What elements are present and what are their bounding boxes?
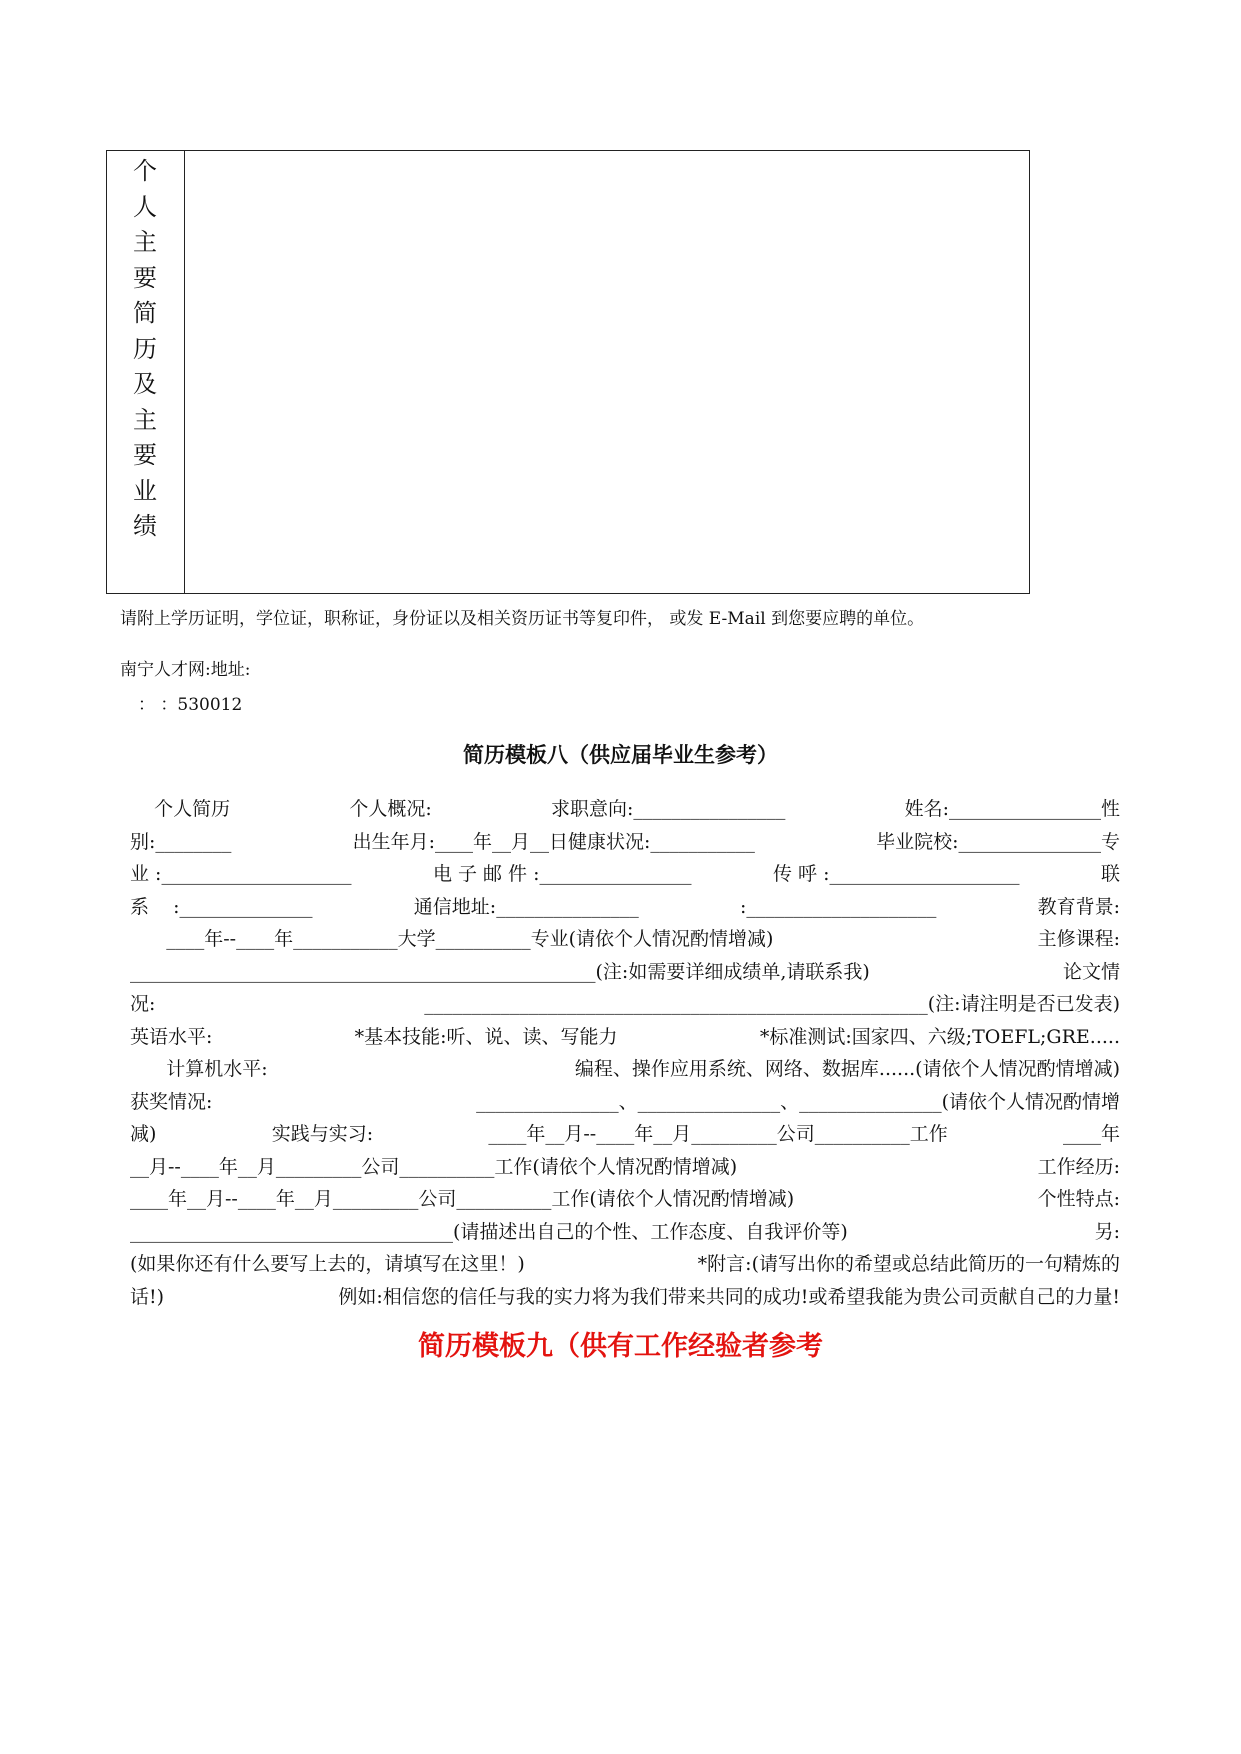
form-line bbox=[130, 988, 1120, 1021]
form-field-text: ____年 bbox=[1062, 1123, 1120, 1145]
form-line bbox=[130, 956, 1120, 989]
label-char: 个 bbox=[133, 157, 157, 185]
form-line bbox=[130, 1021, 1120, 1054]
form-field-text: __月--____年__月_________公司__________工作(请依个人情况酌情增减) bbox=[130, 1155, 738, 1178]
form-field-text: 实践与实习: bbox=[271, 1123, 374, 1145]
form-field-text: ____年--____年___________大学__________专业(请依个人情况酌情增减) bbox=[130, 928, 774, 950]
form-line bbox=[130, 891, 1120, 924]
form-field-text: 联 bbox=[1100, 863, 1120, 885]
template8-body bbox=[130, 793, 1120, 1313]
form-field-text: _________________________________________________(注:如需要详细成绩单,请联系我) bbox=[130, 960, 870, 983]
form-field-text: (如果你还有什么要写上去的，请填写在这里！) bbox=[130, 1253, 525, 1275]
form-field-text: 毕业院校:_______________专 bbox=[876, 830, 1120, 853]
form-field-text: :____________________ bbox=[739, 895, 937, 918]
resume-achievements-table bbox=[106, 150, 1030, 594]
form-field-text: ____年__月--____年__月_________公司__________工作 bbox=[488, 1123, 948, 1145]
vertical-label-cell bbox=[107, 151, 185, 593]
form-field-text: _______________、_______________、_______________(请依个人情况酌情增 bbox=[476, 1090, 1120, 1113]
form-field-text: *标准测试:国家四、六级;TOEFL;GRE..... bbox=[759, 1025, 1120, 1048]
form-field-text: *基本技能:听、说、读、写能力 bbox=[354, 1025, 618, 1048]
form-field-text: 论文情 bbox=[1062, 960, 1120, 983]
form-field-text: 出生年月:____年__月__日健康状况:___________ bbox=[352, 830, 755, 853]
form-field-text: *附言:(请写出你的希望或总结此简历的一句精炼的 bbox=[697, 1253, 1120, 1275]
form-line bbox=[130, 793, 1120, 826]
form-field-text: 传 呼 :____________________ bbox=[772, 863, 1020, 885]
template9-title: 简历模板九（供有工作经验者参考 bbox=[418, 1331, 823, 1362]
form-field-text: _____________________________________________________(注:请注明是否已发表) bbox=[424, 993, 1120, 1015]
form-field-text: 姓名:________________性 bbox=[904, 798, 1120, 820]
label-char: 绩 bbox=[133, 512, 157, 540]
label-char: 主 bbox=[133, 228, 157, 256]
form-field-text: 英语水平: bbox=[130, 1025, 213, 1048]
form-line bbox=[130, 1053, 1120, 1086]
form-line bbox=[130, 923, 1120, 956]
label-char: 业 bbox=[133, 476, 157, 505]
site-address-line: 南宁人才网:地址: bbox=[120, 660, 251, 680]
form-field-text: 工作经历: bbox=[1037, 1155, 1120, 1178]
label-char: 要 bbox=[133, 441, 157, 469]
form-line bbox=[130, 826, 1120, 859]
label-char: 要 bbox=[133, 263, 157, 292]
label-char: 及 bbox=[133, 370, 157, 398]
form-field-text: 话!) bbox=[130, 1285, 165, 1308]
form-field-text: 别:________ bbox=[130, 830, 232, 853]
form-line bbox=[130, 1151, 1120, 1184]
form-field-text: 通信地址:_______________ bbox=[413, 895, 639, 918]
form-line bbox=[130, 858, 1120, 891]
label-char: 简 bbox=[133, 299, 157, 327]
label-char: 主 bbox=[133, 405, 157, 434]
form-field-text: 业 :____________________ bbox=[130, 863, 352, 885]
form-field-text: 编程、操作应用系统、网络、数据库......(请依个人情况酌情增减) bbox=[574, 1058, 1120, 1080]
form-line bbox=[130, 1118, 1120, 1151]
label-char: 人 bbox=[133, 192, 157, 221]
form-field-text: 例如:相信您的信任与我的实力将为我们带来共同的成功!或希望我能为贵公司贡献自己的力量! bbox=[338, 1285, 1120, 1308]
attachment-note: 请附上学历证明，学位证，职称证，身份证以及相关资历证书等复印件， 或发 E-Mail 到您要应聘的单位。 bbox=[120, 609, 925, 629]
form-field-text: 况: bbox=[130, 993, 156, 1015]
form-field-text: 教育背景: bbox=[1037, 895, 1120, 918]
label-char: 历 bbox=[133, 334, 157, 363]
form-field-text: 主修课程: bbox=[1037, 928, 1120, 950]
form-field-text: 获奖情况: bbox=[130, 1090, 213, 1113]
achievements-content-cell[interactable] bbox=[185, 151, 1029, 593]
form-field-text: 系 :______________ bbox=[130, 895, 313, 918]
form-field-text: __________________________________(请描述出自己的个性、工作态度、自我评价等) bbox=[130, 1220, 848, 1243]
form-line bbox=[130, 1281, 1120, 1314]
form-field-text: 求职意向:________________ bbox=[550, 798, 786, 820]
form-field-text: 个人概况: bbox=[349, 798, 432, 820]
form-field-text: 个人简历 bbox=[130, 798, 231, 820]
form-line bbox=[130, 1183, 1120, 1216]
form-line bbox=[130, 1216, 1120, 1249]
form-field-text: 另: bbox=[1094, 1220, 1120, 1243]
form-field-text: 个性特点: bbox=[1037, 1188, 1120, 1210]
form-field-text: 减) bbox=[130, 1123, 157, 1145]
form-line bbox=[130, 1248, 1120, 1281]
postcode-line: ： ：530012 bbox=[138, 695, 243, 715]
form-line bbox=[130, 1086, 1120, 1119]
form-field-text: 计算机水平: bbox=[130, 1058, 268, 1080]
template8-title: 简历模板八（供应届毕业生参考） bbox=[463, 743, 778, 767]
form-field-text: 电 子 邮 件 :________________ bbox=[432, 863, 692, 885]
form-field-text: ____年__月--____年__月_________公司__________工作(请依个人情况酌情增减) bbox=[130, 1188, 795, 1210]
